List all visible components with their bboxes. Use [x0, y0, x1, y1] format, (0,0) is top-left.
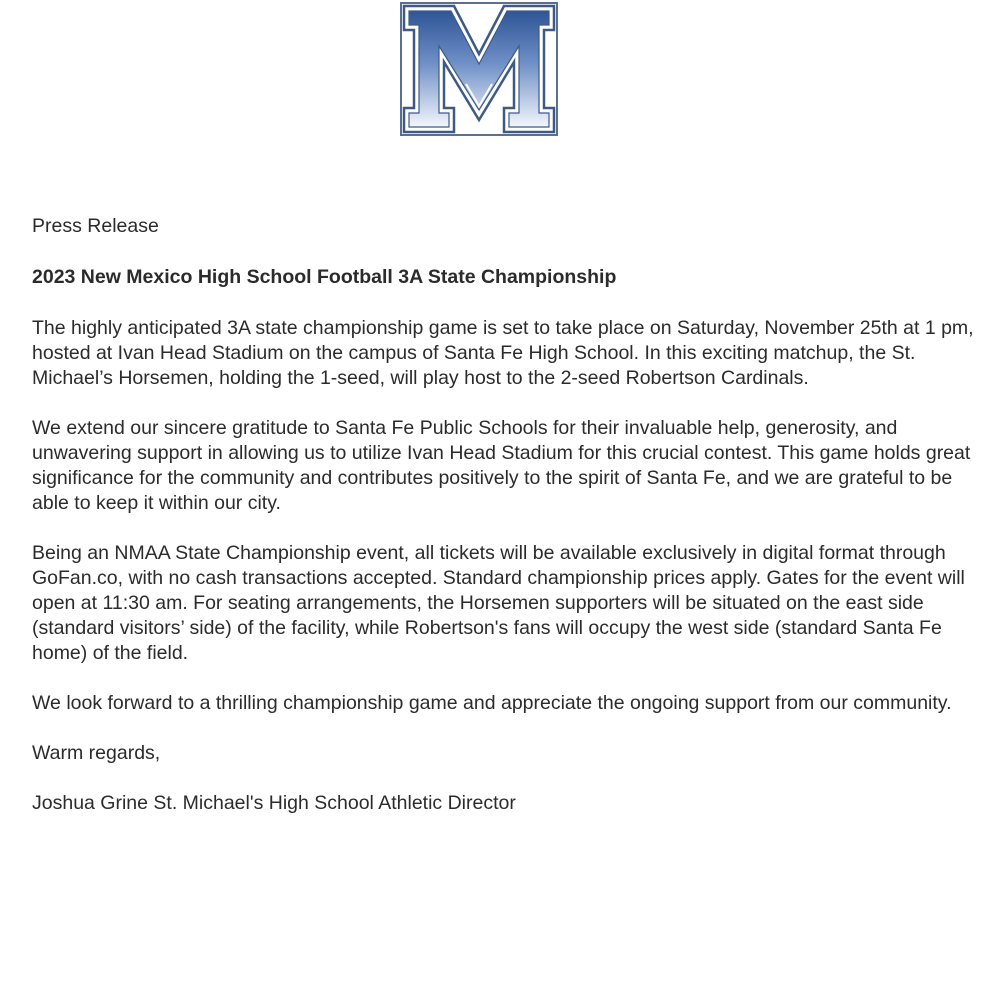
block-letter-m-icon: [400, 2, 558, 136]
paragraph-gratitude: We extend our sincere gratitude to Santa Fe Public Schools for their invaluable help, generosity, and unwavering support in allowing us to utilize Ivan Head Stadium for this crucial contest. This game holds great significance for the community and contributes positively to the spirit of Santa Fe, and we are grateful to be able to keep it within our city.: [32, 417, 971, 514]
school-logo: [400, 2, 558, 136]
headline: 2023 New Mexico High School Football 3A State Championship: [32, 266, 617, 288]
press-release-body: [32, 214, 977, 841]
paragraph-game-details: The highly anticipated 3A state championship game is set to take place on Saturday, November 25th at 1 pm, hosted at Ivan Head Stadium on the campus of Santa Fe High School. In this exciting matchup, the St. Michael’s Horsemen, holding the 1-seed, will play host to the 2-seed Robertson Cardinals.: [32, 317, 974, 389]
paragraph-closing-remarks: We look forward to a thrilling championship game and appreciate the ongoing support from our community.: [32, 692, 952, 714]
document-label: Press Release: [32, 215, 159, 237]
signature: Joshua Grine St. Michael's High School Athletic Director: [32, 792, 516, 814]
closing-salutation: Warm regards,: [32, 742, 161, 764]
paragraph-tickets-seating: Being an NMAA State Championship event, all tickets will be available exclusively in digital format through GoFan.co, with no cash transactions accepted. Standard championship prices apply. Gates for the event will open at 11:30 am. For seating arrangements, the Horsemen supporters will be situated on the east side (standard visitors’ side) of the facility, while Robertson's fans will occupy the west side (standard Santa Fe home) of the field.: [32, 542, 965, 664]
